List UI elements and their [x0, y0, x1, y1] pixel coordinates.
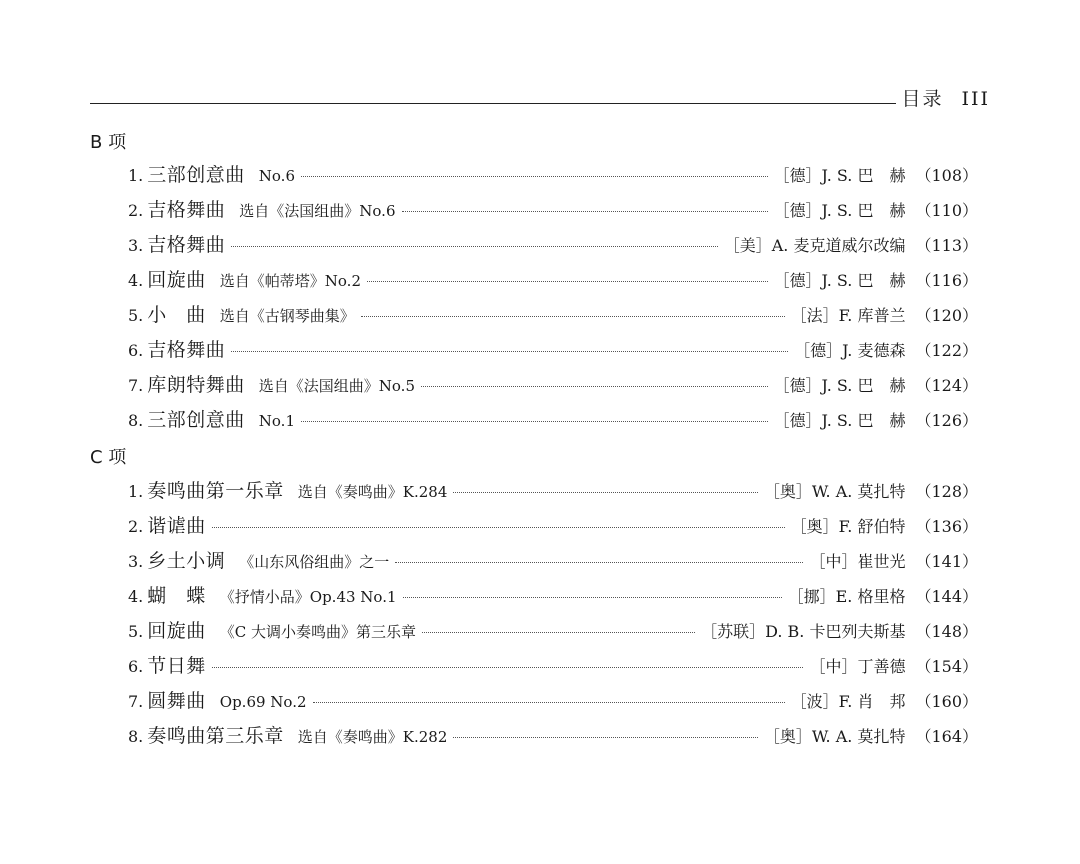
entry-number: 2.	[128, 517, 144, 536]
entry-composer: ［德］J. 麦德森	[794, 341, 906, 360]
entry-subtitle: No.1	[258, 412, 295, 430]
toc-entry[interactable]	[128, 265, 978, 295]
entry-title: 奏鸣曲第一乐章	[147, 480, 284, 502]
entry-composer: ［德］J. S. 巴 赫	[773, 201, 906, 220]
entry-number: 8.	[128, 727, 144, 746]
entry-page: （144）	[915, 587, 978, 606]
toc-entry[interactable]	[128, 581, 978, 611]
entry-title: 回旋曲	[147, 269, 206, 291]
entry-number: 5.	[128, 622, 144, 641]
entry-title: 谐谑曲	[147, 515, 206, 537]
entry-title: 奏鸣曲第三乐章	[147, 725, 284, 747]
entry-composer: ［德］J. S. 巴 赫	[773, 376, 906, 395]
dot-leader	[301, 176, 768, 177]
page-header	[90, 84, 990, 108]
entry-composer: ［奥］W. A. 莫扎特	[763, 727, 906, 746]
entry-number: 5.	[128, 306, 144, 325]
dot-leader	[422, 632, 695, 633]
toc-entry[interactable]	[128, 686, 978, 716]
entry-number: 6.	[128, 341, 144, 360]
dot-leader	[403, 597, 782, 598]
toc-entry[interactable]	[128, 405, 978, 435]
entry-composer: ［奥］W. A. 莫扎特	[763, 482, 906, 501]
entry-page: （120）	[915, 306, 978, 325]
dot-leader	[212, 667, 804, 668]
entry-composer: ［中］崔世光	[809, 552, 906, 571]
entry-composer: ［奥］F. 舒伯特	[790, 517, 906, 536]
toc-entry[interactable]	[128, 616, 978, 646]
entry-title: 圆舞曲	[147, 690, 206, 712]
entry-subtitle: 《山东风俗组曲》之一	[239, 553, 390, 571]
entry-page: （154）	[915, 657, 978, 676]
entry-subtitle: 《C 大调小奏鸣曲》第三乐章	[219, 623, 417, 641]
dot-leader	[453, 737, 758, 738]
entry-title: 节日舞	[147, 655, 206, 677]
entry-page: （113）	[915, 236, 978, 255]
entry-composer: ［德］J. S. 巴 赫	[773, 271, 906, 290]
toc-entry[interactable]	[128, 195, 978, 225]
toc-entry[interactable]	[128, 511, 978, 541]
dot-leader	[367, 281, 768, 282]
entry-page: （128）	[915, 482, 978, 501]
entry-composer: ［法］F. 库普兰	[790, 306, 906, 325]
dot-leader	[212, 527, 785, 528]
entry-composer: ［波］F. 肖 邦	[790, 692, 906, 711]
toc-entry[interactable]	[128, 721, 978, 751]
dot-leader	[361, 316, 785, 317]
entry-page: （122）	[915, 341, 978, 360]
dot-leader	[453, 492, 758, 493]
page-number-roman: III	[961, 88, 990, 110]
entry-subtitle: 《抒情小品》Op.43 No.1	[219, 588, 397, 606]
entry-page: （148）	[915, 622, 978, 641]
entry-title: 三部创意曲	[147, 409, 245, 431]
entry-composer: ［挪］E. 格里格	[787, 587, 906, 606]
entry-composer: ［德］J. S. 巴 赫	[773, 166, 906, 185]
entry-page: （141）	[915, 552, 978, 571]
toc-entry[interactable]	[128, 651, 978, 681]
dot-leader	[231, 351, 788, 352]
entry-number: 8.	[128, 411, 144, 430]
entry-number: 7.	[128, 376, 144, 395]
dot-leader	[402, 211, 768, 212]
header-rule	[90, 103, 896, 104]
entry-subtitle: 选自《古钢琴曲集》	[219, 307, 355, 325]
entry-number: 4.	[128, 271, 144, 290]
entry-title: 库朗特舞曲	[147, 374, 245, 396]
entry-page: （164）	[915, 727, 978, 746]
entry-page: （116）	[915, 271, 978, 290]
dot-leader	[421, 386, 768, 387]
toc-entry[interactable]	[128, 230, 978, 260]
dot-leader	[313, 702, 785, 703]
entry-subtitle: 选自《法国组曲》No.6	[239, 202, 396, 220]
entry-title: 三部创意曲	[147, 164, 245, 186]
entry-subtitle: 选自《帕蒂塔》No.2	[219, 272, 361, 290]
entry-title: 小 曲	[147, 304, 206, 326]
entry-composer: ［美］A. 麦克道威尔改编	[723, 236, 906, 255]
entry-page: （108）	[915, 166, 978, 185]
toc-entry[interactable]	[128, 335, 978, 365]
dot-leader	[395, 562, 803, 563]
entry-composer: ［德］J. S. 巴 赫	[773, 411, 906, 430]
entry-number: 6.	[128, 657, 144, 676]
entry-number: 4.	[128, 587, 144, 606]
dot-leader	[231, 246, 717, 247]
entry-page: （136）	[915, 517, 978, 536]
entry-page: （110）	[915, 201, 978, 220]
entry-number: 7.	[128, 692, 144, 711]
entry-title: 吉格舞曲	[147, 199, 226, 221]
entry-subtitle: No.6	[258, 167, 295, 185]
toc-entry[interactable]	[128, 160, 978, 190]
entry-number: 3.	[128, 552, 144, 571]
entry-page: （124）	[915, 376, 978, 395]
entry-page: （160）	[915, 692, 978, 711]
entry-composer: ［中］丁善德	[809, 657, 906, 676]
toc-entry[interactable]	[128, 300, 978, 330]
entry-number: 2.	[128, 201, 144, 220]
entry-subtitle: 选自《奏鸣曲》K.282	[297, 728, 448, 746]
entry-composer: ［苏联］D. B. 卡巴列夫斯基	[701, 622, 906, 641]
entry-subtitle: 选自《奏鸣曲》K.284	[297, 483, 448, 501]
toc-entry[interactable]	[128, 476, 978, 506]
entry-title: 吉格舞曲	[147, 234, 226, 256]
toc-title: 目录	[901, 88, 944, 110]
entry-subtitle: Op.69 No.2	[219, 693, 307, 711]
entry-title: 乡土小调	[147, 550, 226, 572]
entry-page: （126）	[915, 411, 978, 430]
entry-title: 回旋曲	[147, 620, 206, 642]
entry-title: 吉格舞曲	[147, 339, 226, 361]
header-title	[901, 84, 990, 111]
section-heading-c: C 项	[90, 447, 127, 468]
toc-entry[interactable]	[128, 546, 978, 576]
entry-title: 蝴 蝶	[147, 585, 206, 607]
entry-subtitle: 选自《法国组曲》No.5	[258, 377, 415, 395]
entry-number: 1.	[128, 482, 144, 501]
entry-number: 3.	[128, 236, 144, 255]
dot-leader	[301, 421, 768, 422]
section-heading-b: B 项	[90, 132, 127, 153]
entry-number: 1.	[128, 166, 144, 185]
toc-entry[interactable]	[128, 370, 978, 400]
